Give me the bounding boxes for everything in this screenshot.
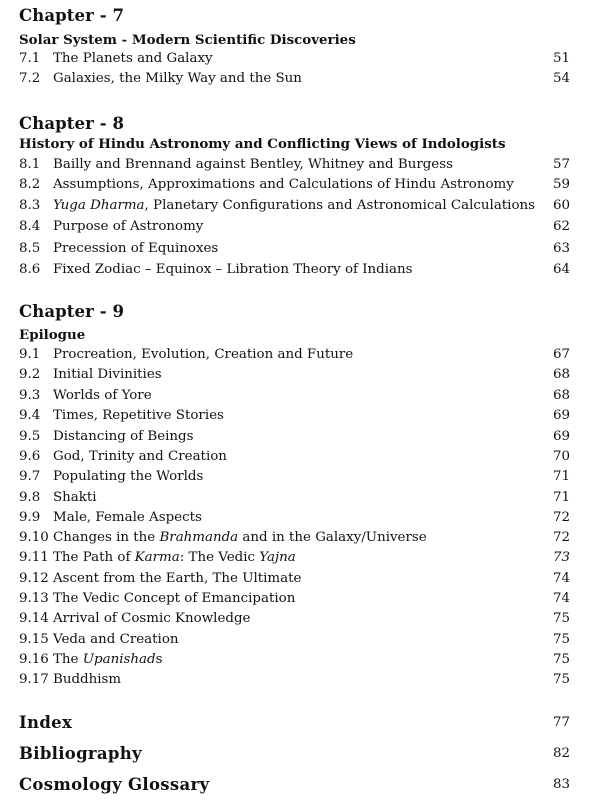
toc-entry[interactable] — [19, 155, 570, 175]
toc-entry[interactable] — [19, 630, 570, 650]
entry-title: Times, Repetitive Stories — [53, 408, 224, 423]
entry-page: 74 — [552, 591, 570, 606]
toc-entry[interactable] — [19, 217, 570, 237]
entry-title: Veda and Creation — [53, 632, 179, 647]
toc-entry[interactable] — [19, 345, 570, 365]
toc-entry[interactable] — [19, 447, 570, 467]
entry-number: 9.3 — [19, 388, 41, 403]
entry-page: 54 — [552, 71, 570, 86]
entry-title: Precession of Equinoxes — [53, 241, 219, 256]
entry-title-part: : The Vedic — [179, 550, 260, 565]
chapter-8-heading: Chapter - 8 — [19, 114, 125, 133]
entry-title-italic: Yajna — [259, 550, 296, 565]
back-matter-title: Cosmology Glossary — [19, 775, 210, 794]
entry-title: Shakti — [53, 490, 97, 505]
entry-number: 9.8 — [19, 490, 41, 505]
entry-title-italic: Upanishad — [82, 652, 156, 667]
back-matter-page: 82 — [552, 746, 570, 761]
entry-title — [53, 548, 296, 568]
entry-page: 62 — [552, 219, 570, 234]
toc-entry[interactable] — [19, 239, 570, 259]
entry-number: 8.2 — [19, 177, 41, 192]
toc-entry[interactable] — [19, 196, 570, 216]
entry-page: 71 — [552, 469, 570, 484]
entry-number: 9.1 — [19, 347, 41, 362]
toc-entry[interactable] — [19, 386, 570, 406]
entry-page: 75 — [552, 672, 570, 687]
chapter-9-subtitle: Epilogue — [19, 327, 86, 343]
entry-title: Male, Female Aspects — [53, 510, 202, 525]
toc-entry[interactable] — [19, 467, 570, 487]
entry-page: 72 — [552, 530, 570, 545]
toc-entry[interactable] — [19, 427, 570, 447]
entry-page: 64 — [552, 262, 570, 277]
toc-entry[interactable] — [19, 569, 570, 589]
entry-title-part: The Path of — [53, 550, 135, 565]
entry-title — [53, 650, 162, 670]
entry-title: Worlds of Yore — [53, 388, 152, 403]
entry-page: 75 — [552, 652, 570, 667]
toc-entry[interactable] — [19, 528, 570, 548]
entry-page: 69 — [552, 408, 570, 423]
entry-title-part: The — [53, 652, 83, 667]
entry-title: Buddhism — [53, 672, 122, 687]
entry-title-italic: Brahmanda — [159, 530, 239, 545]
toc-entry[interactable] — [19, 406, 570, 426]
entry-page: 75 — [552, 632, 570, 647]
toc-entry[interactable] — [19, 508, 570, 528]
chapter-7-heading: Chapter - 7 — [19, 6, 125, 25]
chapter-7-subtitle: Solar System - Modern Scientific Discoveries — [19, 32, 356, 48]
chapter-9-heading: Chapter - 9 — [19, 302, 125, 321]
entry-title-italic: Yuga Dharma — [53, 198, 145, 213]
toc-entry[interactable] — [19, 589, 570, 609]
entry-page: 59 — [552, 177, 570, 192]
entry-title-part: Changes in the — [53, 530, 160, 545]
entry-page: 57 — [552, 157, 570, 172]
back-matter-title: Bibliography — [19, 744, 142, 763]
back-matter-title: Index — [19, 713, 73, 732]
back-matter-page: 77 — [552, 715, 570, 730]
entry-number: 9.6 — [19, 449, 41, 464]
entry-title: Initial Divinities — [53, 367, 162, 382]
entry-number: 7.2 — [19, 71, 41, 86]
toc-entry[interactable] — [19, 49, 570, 69]
toc-entry[interactable] — [19, 650, 570, 670]
entry-number: 8.6 — [19, 262, 41, 277]
entry-number: 9.13 — [19, 591, 49, 606]
entry-number: 9.9 — [19, 510, 41, 525]
entry-title: Populating the Worlds — [53, 469, 204, 484]
chapter-8-subtitle: History of Hindu Astronomy and Conflicting Views of Indologists — [19, 136, 506, 152]
toc-entry[interactable] — [19, 488, 570, 508]
entry-number: 8.4 — [19, 219, 41, 234]
entry-number: 7.1 — [19, 51, 41, 66]
entry-title-rest: , Planetary Configurations and Astronomical Calculations — [144, 198, 536, 213]
entry-title: Distancing of Beings — [53, 429, 194, 444]
toc-entry[interactable] — [19, 365, 570, 385]
entry-page: 67 — [552, 347, 570, 362]
entry-number: 9.4 — [19, 408, 41, 423]
entry-page: 71 — [552, 490, 570, 505]
entry-number: 9.15 — [19, 632, 49, 647]
entry-number: 9.2 — [19, 367, 41, 382]
entry-page: 51 — [552, 51, 570, 66]
back-matter-page: 83 — [552, 777, 570, 792]
entry-number: 9.10 — [19, 530, 49, 545]
toc-entry[interactable] — [19, 670, 570, 690]
entry-number: 9.14 — [19, 611, 49, 626]
entry-title: The Planets and Galaxy — [53, 51, 213, 66]
entry-title — [53, 196, 535, 216]
entry-title: Procreation, Evolution, Creation and Future — [53, 347, 354, 362]
toc-entry[interactable] — [19, 548, 570, 568]
entry-title: God, Trinity and Creation — [53, 449, 227, 464]
entry-page: 60 — [552, 198, 570, 213]
entry-page: 69 — [552, 429, 570, 444]
entry-number: 9.17 — [19, 672, 49, 687]
back-matter-glossary[interactable] — [19, 773, 570, 797]
back-matter-index[interactable] — [19, 711, 570, 735]
entry-title: Assumptions, Approximations and Calculations of Hindu Astronomy — [53, 177, 514, 192]
entry-title: The Vedic Concept of Emancipation — [53, 591, 296, 606]
entry-title: Fixed Zodiac – Equinox – Libration Theory of Indians — [53, 262, 413, 277]
entry-page: 68 — [552, 367, 570, 382]
toc-entry[interactable] — [19, 260, 570, 280]
entry-title: Arrival of Cosmic Knowledge — [53, 611, 251, 626]
toc-entry[interactable] — [19, 175, 570, 195]
entry-number: 9.11 — [19, 550, 49, 565]
entry-title: Ascent from the Earth, The Ultimate — [53, 571, 302, 586]
entry-page: 74 — [552, 571, 570, 586]
entry-number: 8.1 — [19, 157, 41, 172]
entry-title-italic: Karma — [134, 550, 180, 565]
toc-entry[interactable] — [19, 69, 570, 89]
entry-page: 72 — [552, 510, 570, 525]
entry-title-part: s — [155, 652, 163, 667]
entry-page: 73 — [552, 550, 570, 565]
entry-title-part: and in the Galaxy/Universe — [238, 530, 427, 545]
entry-page: 68 — [552, 388, 570, 403]
entry-title: Bailly and Brennand against Bentley, Whitney and Burgess — [53, 157, 453, 172]
entry-page: 75 — [552, 611, 570, 626]
entry-title — [53, 528, 427, 548]
toc-entry[interactable] — [19, 609, 570, 629]
entry-number: 9.7 — [19, 469, 41, 484]
entry-page: 70 — [552, 449, 570, 464]
entry-number: 9.16 — [19, 652, 49, 667]
entry-title: Purpose of Astronomy — [53, 219, 204, 234]
entry-number: 9.5 — [19, 429, 41, 444]
entry-number: 9.12 — [19, 571, 49, 586]
back-matter-bibliography[interactable] — [19, 742, 570, 766]
entry-number: 8.3 — [19, 198, 41, 213]
entry-title: Galaxies, the Milky Way and the Sun — [53, 71, 302, 86]
entry-number: 8.5 — [19, 241, 41, 256]
entry-page: 63 — [552, 241, 570, 256]
